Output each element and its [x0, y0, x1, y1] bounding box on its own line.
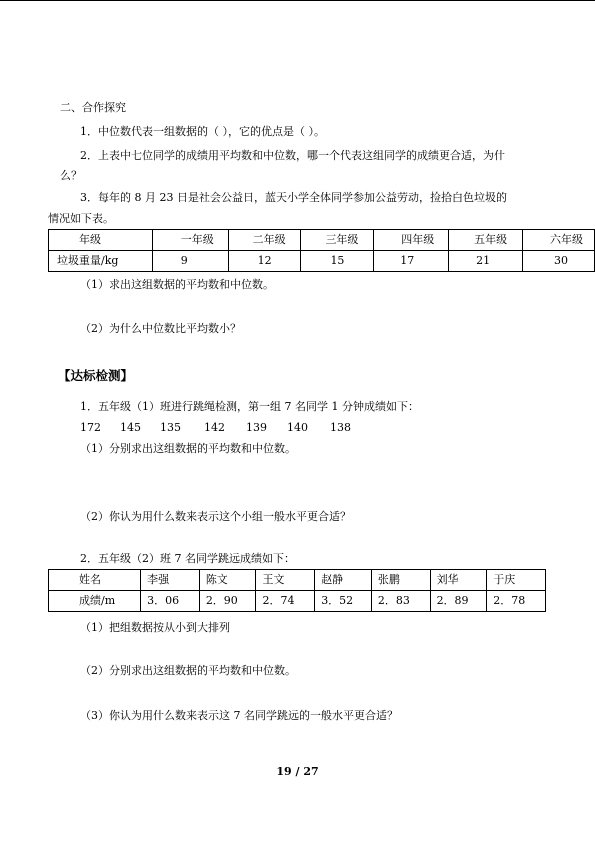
section-title: 二、合作探究 — [60, 101, 126, 114]
sub-question-1: （1）求出这组数据的平均数和中位数。 — [80, 278, 274, 291]
table-header-cell: 年级 — [49, 230, 153, 251]
table-row — [49, 251, 595, 272]
table-header-cell: 王文 — [256, 570, 315, 591]
table-header-cell: 陈文 — [199, 570, 256, 591]
table-header-cell: 一年级 — [152, 230, 228, 251]
page-number: 19 / 27 — [276, 765, 319, 778]
question-3-line-2: 情况如下表。 — [48, 212, 114, 225]
table-cell: 17 — [374, 251, 449, 272]
table-header-cell: 张鹏 — [371, 570, 430, 591]
score-value: 135 — [160, 421, 181, 434]
question-2-line-1: 2．上表中七位同学的成绩用平均数和中位数，哪一个代表这组同学的成绩更合适，为什 — [80, 149, 505, 162]
table-row — [49, 591, 546, 612]
problem-2-sub-2: （2）分别求出这组数据的平均数和中位数。 — [80, 664, 296, 677]
score-value: 145 — [120, 421, 141, 434]
table-cell: 2．89 — [430, 591, 487, 612]
table-header-cell: 刘华 — [430, 570, 487, 591]
table-cell: 15 — [301, 251, 374, 272]
score-value: 138 — [330, 421, 351, 434]
question-1: 1．中位数代表一组数据的（ ），它的优点是（ ）。 — [80, 125, 325, 138]
table-cell: 9 — [152, 251, 228, 272]
problem-2-intro: 2．五年级（2）班 7 名同学跳远成绩如下： — [80, 552, 295, 565]
score-value: 172 — [80, 421, 101, 434]
table-header-cell: 三年级 — [301, 230, 374, 251]
table-header-cell: 四年级 — [374, 230, 449, 251]
problem-1-sub-2: （2）你认为用什么数来表示这个小组一般水平更合适？ — [80, 510, 351, 523]
table-cell: 3．52 — [315, 591, 372, 612]
table-cell: 垃圾重量/kg — [49, 251, 153, 272]
table-row — [49, 570, 546, 591]
problem-1-scores — [80, 421, 370, 435]
table-header-cell: 五年级 — [449, 230, 523, 251]
question-2-line-2: 么？ — [60, 169, 82, 182]
test-heading: 【达标检测】 — [58, 368, 134, 383]
question-3-line-1: 3．每年的 8 月 23 日是社会公益日，蓝天小学全体同学参加公益劳动，捡拾白色垃圾的 — [80, 191, 507, 204]
table-header-cell: 二年级 — [228, 230, 301, 251]
problem-1-intro: 1．五年级（1）班进行跳绳检测，第一组 7 名同学 1 分钟成绩如下： — [80, 400, 419, 413]
score-value: 142 — [204, 421, 225, 434]
sub-question-2: （2）为什么中位数比平均数小？ — [80, 322, 241, 335]
score-value: 139 — [246, 421, 267, 434]
table-cell: 2．78 — [487, 591, 546, 612]
table-header-cell: 李强 — [141, 570, 200, 591]
problem-2-sub-3: （3）你认为用什么数来表示这 7 名同学跳远的一般水平更合适？ — [80, 709, 398, 722]
problem-2-sub-1: （1）把组数据按从小到大排列 — [80, 621, 230, 634]
table-header-cell: 于庆 — [487, 570, 546, 591]
score-value: 140 — [287, 421, 308, 434]
table-header-cell: 赵静 — [315, 570, 372, 591]
table-cell: 2．90 — [199, 591, 256, 612]
top-border-line — [0, 0, 595, 1]
table-cell: 21 — [449, 251, 523, 272]
table-cell: 12 — [228, 251, 301, 272]
problem-1-sub-1: （1）分别求出这组数据的平均数和中位数。 — [80, 442, 296, 455]
table-cell: 30 — [523, 251, 595, 272]
table-cell: 2．74 — [256, 591, 315, 612]
table-cell: 3．06 — [141, 591, 200, 612]
table-header-cell: 姓名 — [49, 570, 141, 591]
table-cell: 成绩/m — [49, 591, 141, 612]
table-row — [49, 230, 595, 251]
table-cell: 2．83 — [371, 591, 430, 612]
long-jump-table — [48, 569, 546, 612]
table-header-cell: 六年级 — [523, 230, 595, 251]
garbage-weight-table — [48, 229, 595, 272]
